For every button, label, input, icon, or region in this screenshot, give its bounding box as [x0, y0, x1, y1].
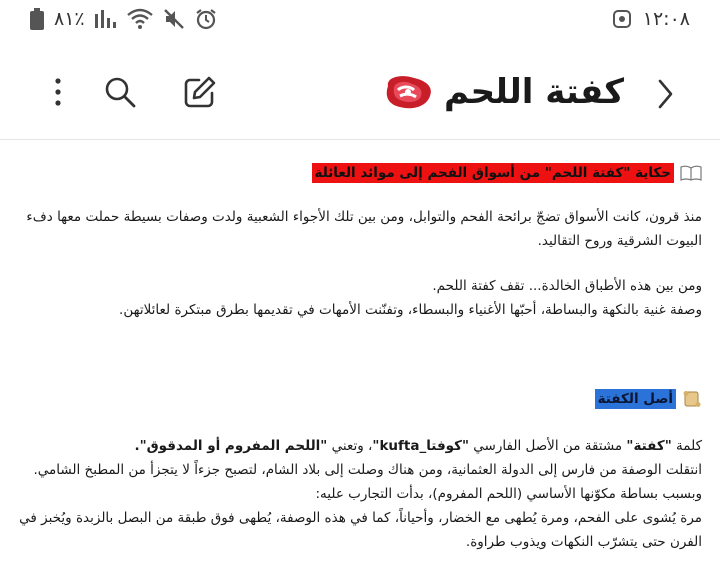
paragraph-line — [134, 437, 702, 455]
app-bar — [0, 44, 720, 140]
signal-icon — [95, 8, 117, 30]
book-icon — [680, 165, 702, 181]
text-run-bold: "كوفتا_kufta" — [372, 438, 470, 454]
edit-icon[interactable] — [180, 72, 220, 112]
text-run: كلمة — [671, 438, 702, 454]
section-heading-story — [312, 163, 702, 183]
text-run-bold: "اللحم المفروم أو المدقوق". — [134, 438, 328, 454]
status-left-group — [30, 8, 217, 30]
status-right-group — [613, 8, 690, 30]
battery-icon — [30, 8, 44, 30]
heading-story-text: حكاية "كفتة اللحم" من أسواق الفحم إلى موائد العائلة — [312, 163, 674, 183]
status-time: ١٢:٠٨ — [642, 8, 690, 30]
search-icon[interactable] — [100, 72, 140, 112]
section-heading-origin — [595, 389, 702, 409]
steak-icon — [380, 72, 436, 112]
paragraph-line: منذ قرون، كانت الأسواق تضجّ برائحة الفحم والتوابل، ومن بين تلك الأجواء الشعبية ولدت وصفات بسيطة حملت معها دفء — [26, 209, 702, 225]
status-bar — [0, 0, 720, 44]
paragraph-line: الفرن حتى يتشرّب النكهات ويذوب طراوة. — [465, 534, 702, 550]
scroll-icon — [682, 390, 702, 408]
media-icon — [613, 10, 631, 28]
heading-origin-text: أصل الكفتة — [595, 389, 676, 409]
more-icon[interactable] — [38, 72, 78, 112]
paragraph-line: مرة يُشوى على الفحم، ومرة يُطهى مع الخضار، وأحياناً، كما في هذه الوصفة، يُطهى فوق طبقة من البصل بالزبدة ويُخبز في — [19, 510, 702, 526]
mute-icon — [163, 8, 185, 30]
alarm-icon — [195, 8, 217, 30]
text-run-bold: "كفتة" — [626, 438, 672, 454]
paragraph-line: وصفة غنية بالنكهة والبساطة، أحبّها الأغنياء والبسطاء، وتفنّنت الأمهات في تقديمها بطرق مبتكرة لعائلاتهن. — [119, 302, 702, 318]
paragraph-line: انتقلت الوصفة من فارس إلى الدولة العثمانية، ومن هناك وصلت إلى بلاد الشام، لتصبح جزءاً لا يتجزأ من المطبخ الشامي. — [33, 462, 702, 478]
back-icon[interactable] — [650, 74, 680, 114]
paragraph-line: ومن بين هذه الأطباق الخالدة... تقف كفتة اللحم. — [432, 278, 702, 294]
page-title: كفتة اللحم — [443, 72, 624, 112]
wifi-icon — [127, 8, 153, 30]
title-group — [380, 62, 624, 122]
paragraph-line: وبسبب بساطة مكوّنها الأساسي (اللحم المفروم)، بدأت التجارب عليه: — [315, 486, 702, 502]
battery-percent: ٨١٪ — [54, 8, 85, 30]
text-run: ، وتعني — [327, 438, 373, 454]
paragraph-line: البيوت الشرقية وروح التقاليد. — [537, 233, 702, 249]
text-run: مشتقة من الأصل الفارسي — [469, 438, 627, 454]
recipe-content — [0, 141, 720, 572]
